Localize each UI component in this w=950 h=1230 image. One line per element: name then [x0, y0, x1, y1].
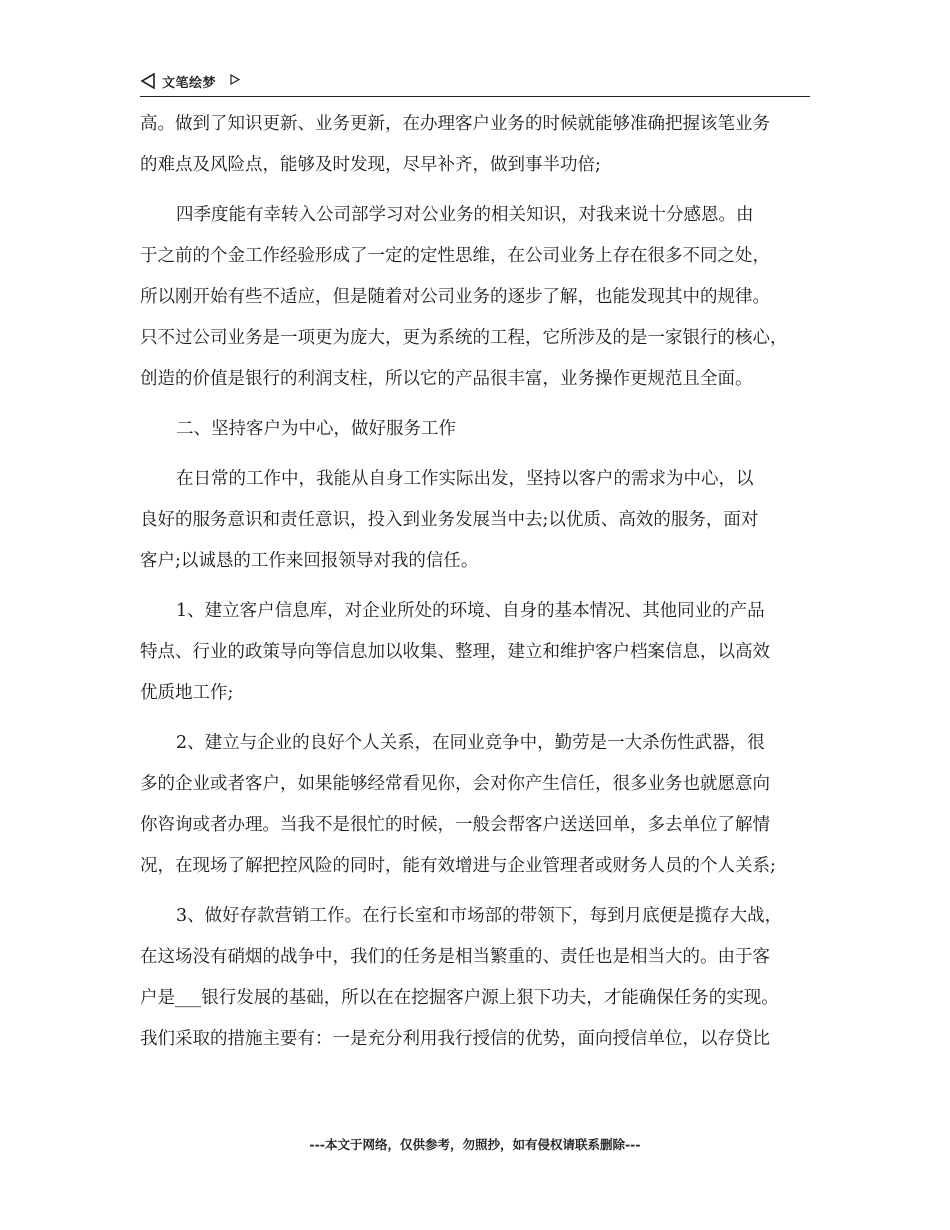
paragraph-line: 只不过公司业务是一项更为庞大，更为系统的工程，它所涉及的是一家银行的核心， — [140, 328, 788, 348]
paragraph — [140, 195, 812, 400]
paragraph — [140, 104, 812, 186]
paragraph-line: 特点、行业的政策导向等信息加以收集、整理，建立和维护客户档案信息，以高效 — [140, 642, 770, 662]
paragraph — [140, 896, 812, 1060]
paragraph-line: 四季度能有幸转入公司部学习对公业务的相关知识，对我来说十分感恩。由 — [176, 205, 754, 225]
document-body — [140, 104, 812, 1069]
paragraph-line: 在这场没有硝烟的战争中，我们的任务是相当繁重的、责任也是相当大的。由于客 — [140, 947, 770, 967]
paragraph-line: 优质地工作; — [140, 683, 234, 703]
header-title: 文笔绘梦 — [162, 76, 217, 91]
paragraph-line: 多的企业或者客户，如果能够经常看见你，会对你产生信任，很多业务也就愿意向 — [140, 774, 770, 794]
paragraph — [140, 409, 812, 450]
page-footer: ---本文于网络，仅供参考，勿照抄，如有侵权请联系删除--- — [309, 1137, 641, 1152]
paragraph — [140, 723, 812, 887]
triangle-right-icon — [230, 74, 240, 85]
paragraph-line: 在日常的工作中，我能从自身工作实际出发，坚持以客户的需求为中心，以 — [176, 469, 754, 489]
paragraph-line: 我们采取的措施主要有：一是充分利用我行授信的优势，面向授信单位，以存贷比 — [140, 1029, 770, 1049]
paragraph-line: 的难点及风险点，能够及时发现，尽早补齐，做到事半功倍; — [140, 155, 601, 175]
paragraph — [140, 459, 812, 582]
paragraph-line: 所以刚开始有些不适应，但是随着对公司业务的逐步了解，也能发现其中的规律。 — [140, 287, 770, 307]
paragraph-line: 户是___银行发展的基础，所以在在挖掘客户源上狠下功夫，才能确保任务的实现。 — [140, 988, 779, 1008]
page-header — [140, 70, 810, 97]
paragraph-line: 于之前的个金工作经验形成了一定的定性思维，在公司业务上存在很多不同之处， — [140, 246, 770, 266]
triangle-left-icon — [140, 73, 156, 89]
paragraph-line: 3、做好存款营销工作。在行长室和市场部的带领下，每到月底便是揽存大战， — [176, 906, 783, 926]
paragraph-line: 良好的服务意识和责任意识，投入到业务发展当中去;以优质、高效的服务，面对 — [140, 510, 759, 530]
paragraph-line: 况，在现场了解把控风险的同时，能有效增进与企业管理者或财务人员的个人关系; — [140, 856, 776, 876]
paragraph-line: 2、建立与企业的良好个人关系，在同业竞争中，勤劳是一大杀伤性武器，很 — [176, 733, 765, 753]
paragraph-line: 1、建立客户信息库，对企业所处的环境、自身的基本情况、其他同业的产品 — [176, 601, 765, 621]
paragraph-line: 创造的价值是银行的利润支柱，所以它的产品很丰富，业务操作更规范且全面。 — [140, 369, 753, 389]
paragraph — [140, 591, 812, 714]
paragraph-line: 客户;以诚恳的工作来回报领导对我的信任。 — [140, 551, 479, 571]
paragraph-line: 高。做到了知识更新、业务更新，在办理客户业务的时候就能够准确把握该笔业务 — [140, 114, 770, 134]
paragraph-line: 你咨询或者办理。当我不是很忙的时候，一般会帮客户送送回单，多去单位了解情 — [140, 815, 770, 835]
paragraph-line: 二、坚持客户为中心，做好服务工作 — [176, 419, 456, 439]
